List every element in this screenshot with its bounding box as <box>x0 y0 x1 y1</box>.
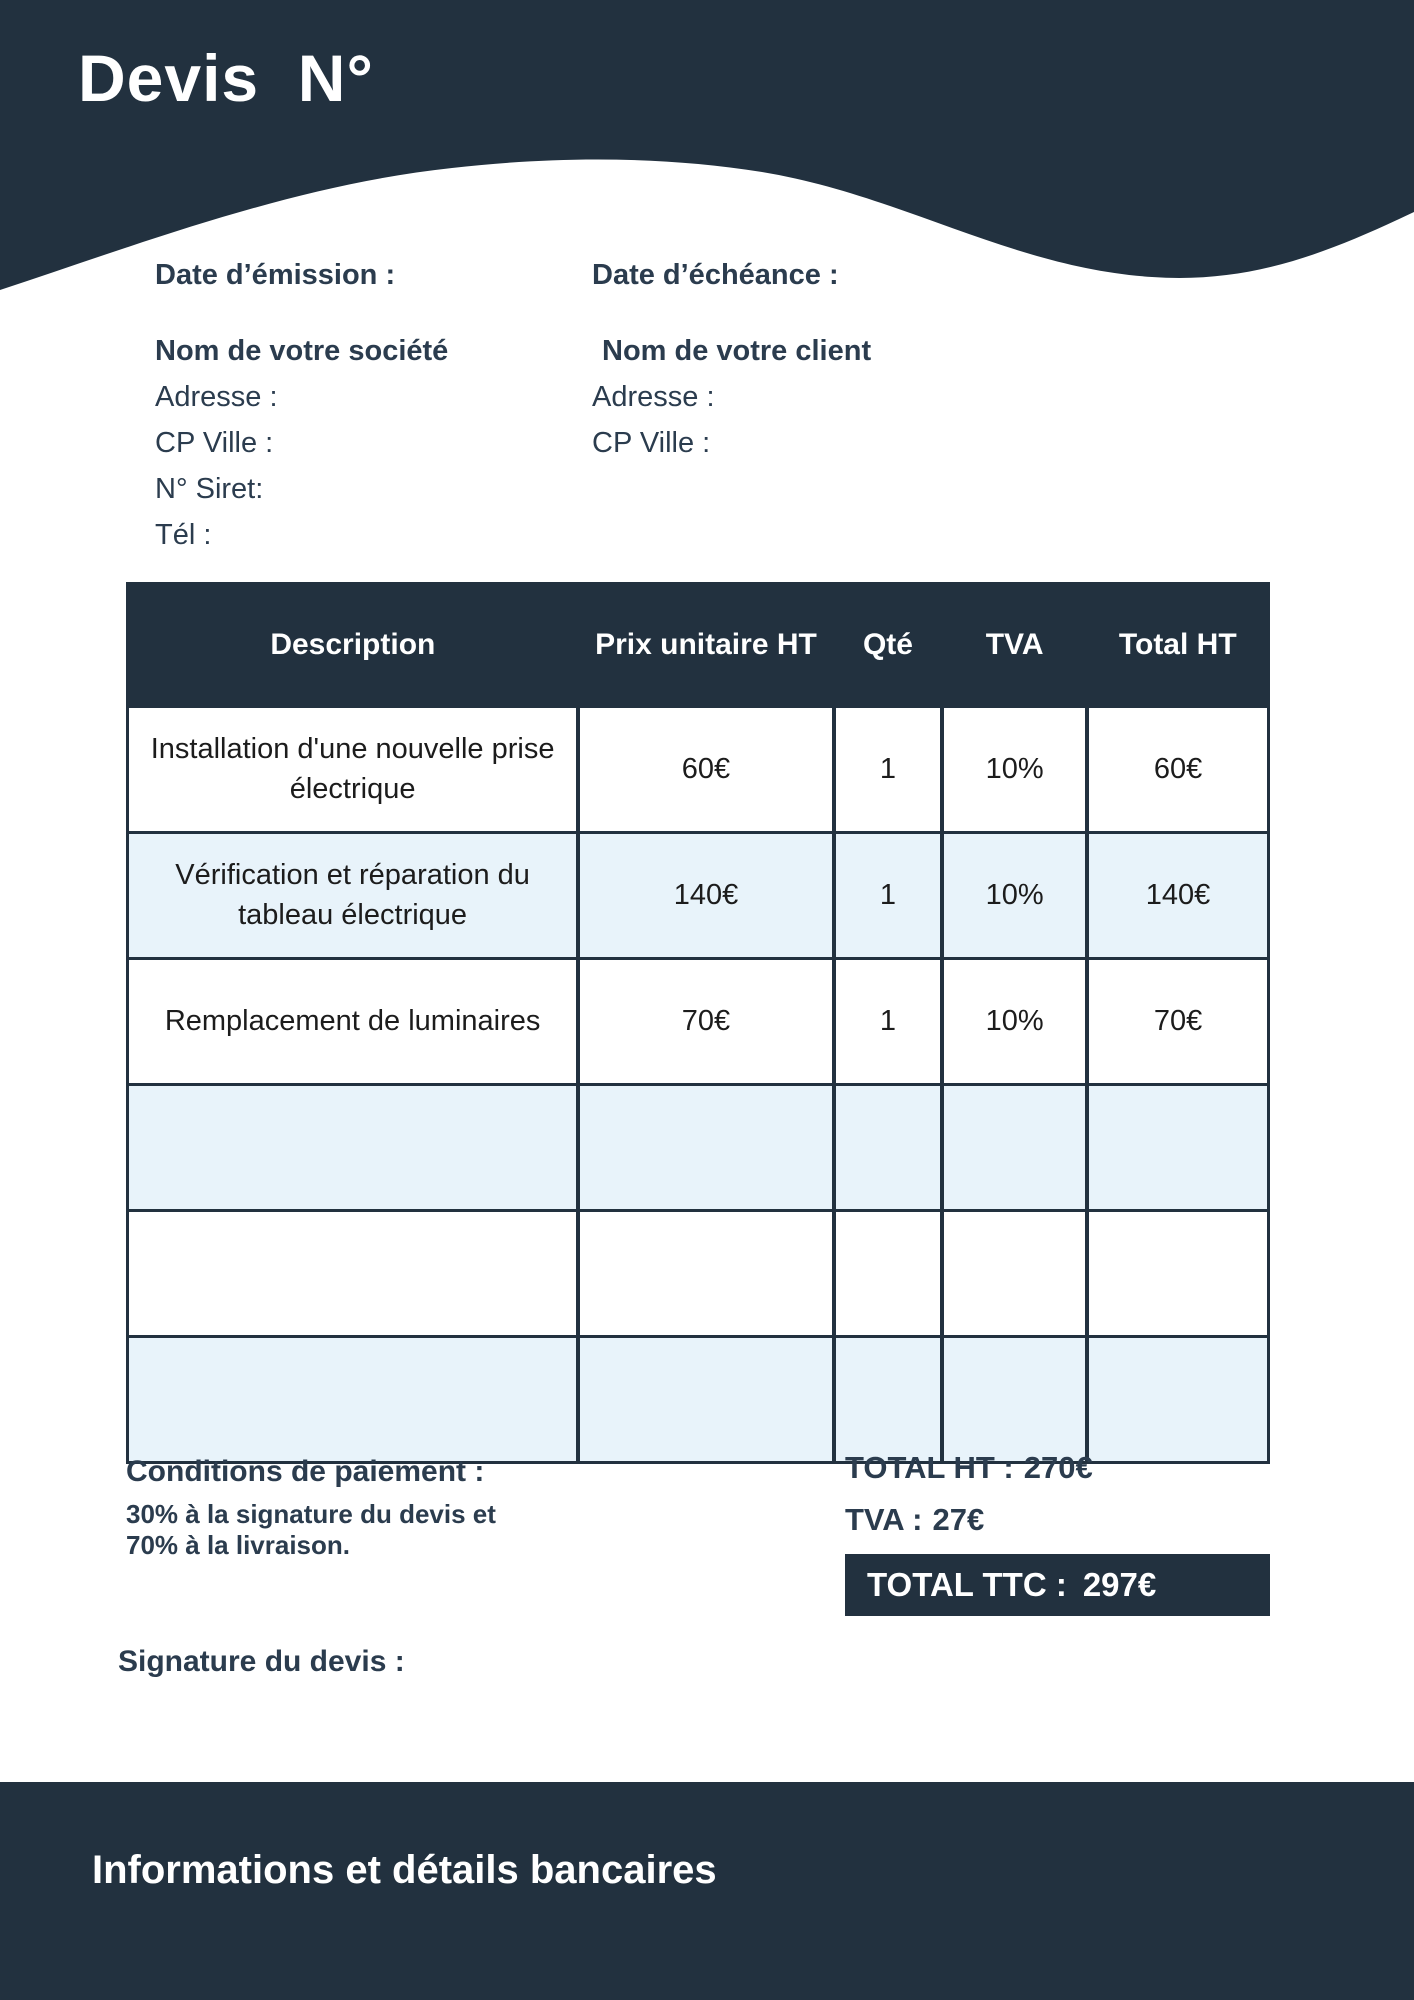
table-row <box>128 707 1269 833</box>
table-row-empty <box>128 1085 1269 1211</box>
total-ttc-value: 297€ <box>1082 1566 1157 1603</box>
cell-unit-price: 140€ <box>578 833 834 959</box>
cell-total: 60€ <box>1087 707 1268 833</box>
payment-conditions-line1: 30% à la signature du devis et <box>126 1499 496 1529</box>
cell-tva: 10% <box>942 833 1087 959</box>
payment-conditions-title: Conditions de paiement : <box>126 1455 485 1488</box>
cell-description <box>128 1085 579 1211</box>
cell-unit-price <box>578 1337 834 1463</box>
company-info-block <box>155 252 448 558</box>
cell-qty <box>834 1211 942 1337</box>
table-row <box>128 833 1269 959</box>
client-info-block <box>592 252 871 466</box>
cell-qty <box>834 1085 942 1211</box>
tva-value: 27€ <box>932 1502 985 1537</box>
cell-tva <box>942 1211 1087 1337</box>
cell-qty: 1 <box>834 833 942 959</box>
total-ht-value: 270€ <box>1023 1450 1093 1485</box>
total-ttc-label: TOTAL TTC : <box>867 1566 1067 1603</box>
client-city-label: CP Ville : <box>592 426 711 459</box>
col-header-qty: Qté <box>834 584 942 707</box>
total-ht-label: TOTAL HT : <box>845 1450 1014 1485</box>
tva-label: TVA : <box>845 1502 923 1537</box>
table-row-empty <box>128 1211 1269 1337</box>
cell-total: 70€ <box>1087 959 1268 1085</box>
cell-unit-price <box>578 1085 834 1211</box>
cell-qty <box>834 1337 942 1463</box>
cell-description: Remplacement de luminaires <box>128 959 579 1085</box>
table-header-row <box>128 584 1269 707</box>
cell-tva: 10% <box>942 959 1087 1085</box>
cell-description: Installation d'une nouvelle prise électrique <box>128 707 579 833</box>
line-items-table <box>126 582 1270 1464</box>
col-header-tva: TVA <box>942 584 1087 707</box>
cell-tva: 10% <box>942 707 1087 833</box>
client-address-label: Adresse : <box>592 380 715 413</box>
table-row-empty <box>128 1337 1269 1463</box>
cell-description <box>128 1337 579 1463</box>
cell-qty: 1 <box>834 959 942 1085</box>
payment-conditions-block <box>126 1455 496 1561</box>
company-city-label: CP Ville : <box>155 426 274 459</box>
company-phone-label: Tél : <box>155 518 212 551</box>
totals-block <box>845 1450 1270 1616</box>
total-ttc-banner <box>845 1554 1270 1616</box>
cell-total <box>1087 1337 1268 1463</box>
col-header-unit-price: Prix unitaire HT <box>578 584 834 707</box>
company-siret-label: N° Siret: <box>155 472 264 505</box>
issue-date-label: Date d’émission : <box>155 258 396 291</box>
cell-description: Vérification et réparation du tableau électrique <box>128 833 579 959</box>
cell-total <box>1087 1211 1268 1337</box>
payment-conditions-line2: 70% à la livraison. <box>126 1530 351 1560</box>
cell-unit-price: 70€ <box>578 959 834 1085</box>
cell-unit-price: 60€ <box>578 707 834 833</box>
footer-band <box>0 1782 1414 2000</box>
total-ht-line <box>845 1450 1270 1486</box>
cell-tva <box>942 1337 1087 1463</box>
signature-label: Signature du devis : <box>118 1645 405 1678</box>
page-title: Devis N° <box>78 41 374 115</box>
cell-tva <box>942 1085 1087 1211</box>
due-date-label: Date d’échéance : <box>592 258 839 291</box>
company-address-label: Adresse : <box>155 380 278 413</box>
tva-line <box>845 1502 1270 1538</box>
table-row <box>128 959 1269 1085</box>
col-header-total: Total HT <box>1087 584 1268 707</box>
client-name-label: Nom de votre client <box>602 334 872 367</box>
col-header-description: Description <box>128 584 579 707</box>
cell-qty: 1 <box>834 707 942 833</box>
cell-total: 140€ <box>1087 833 1268 959</box>
cell-unit-price <box>578 1211 834 1337</box>
cell-description <box>128 1211 579 1337</box>
cell-total <box>1087 1085 1268 1211</box>
company-name-label: Nom de votre société <box>155 334 449 367</box>
footer-title: Informations et détails bancaires <box>92 1848 717 1892</box>
